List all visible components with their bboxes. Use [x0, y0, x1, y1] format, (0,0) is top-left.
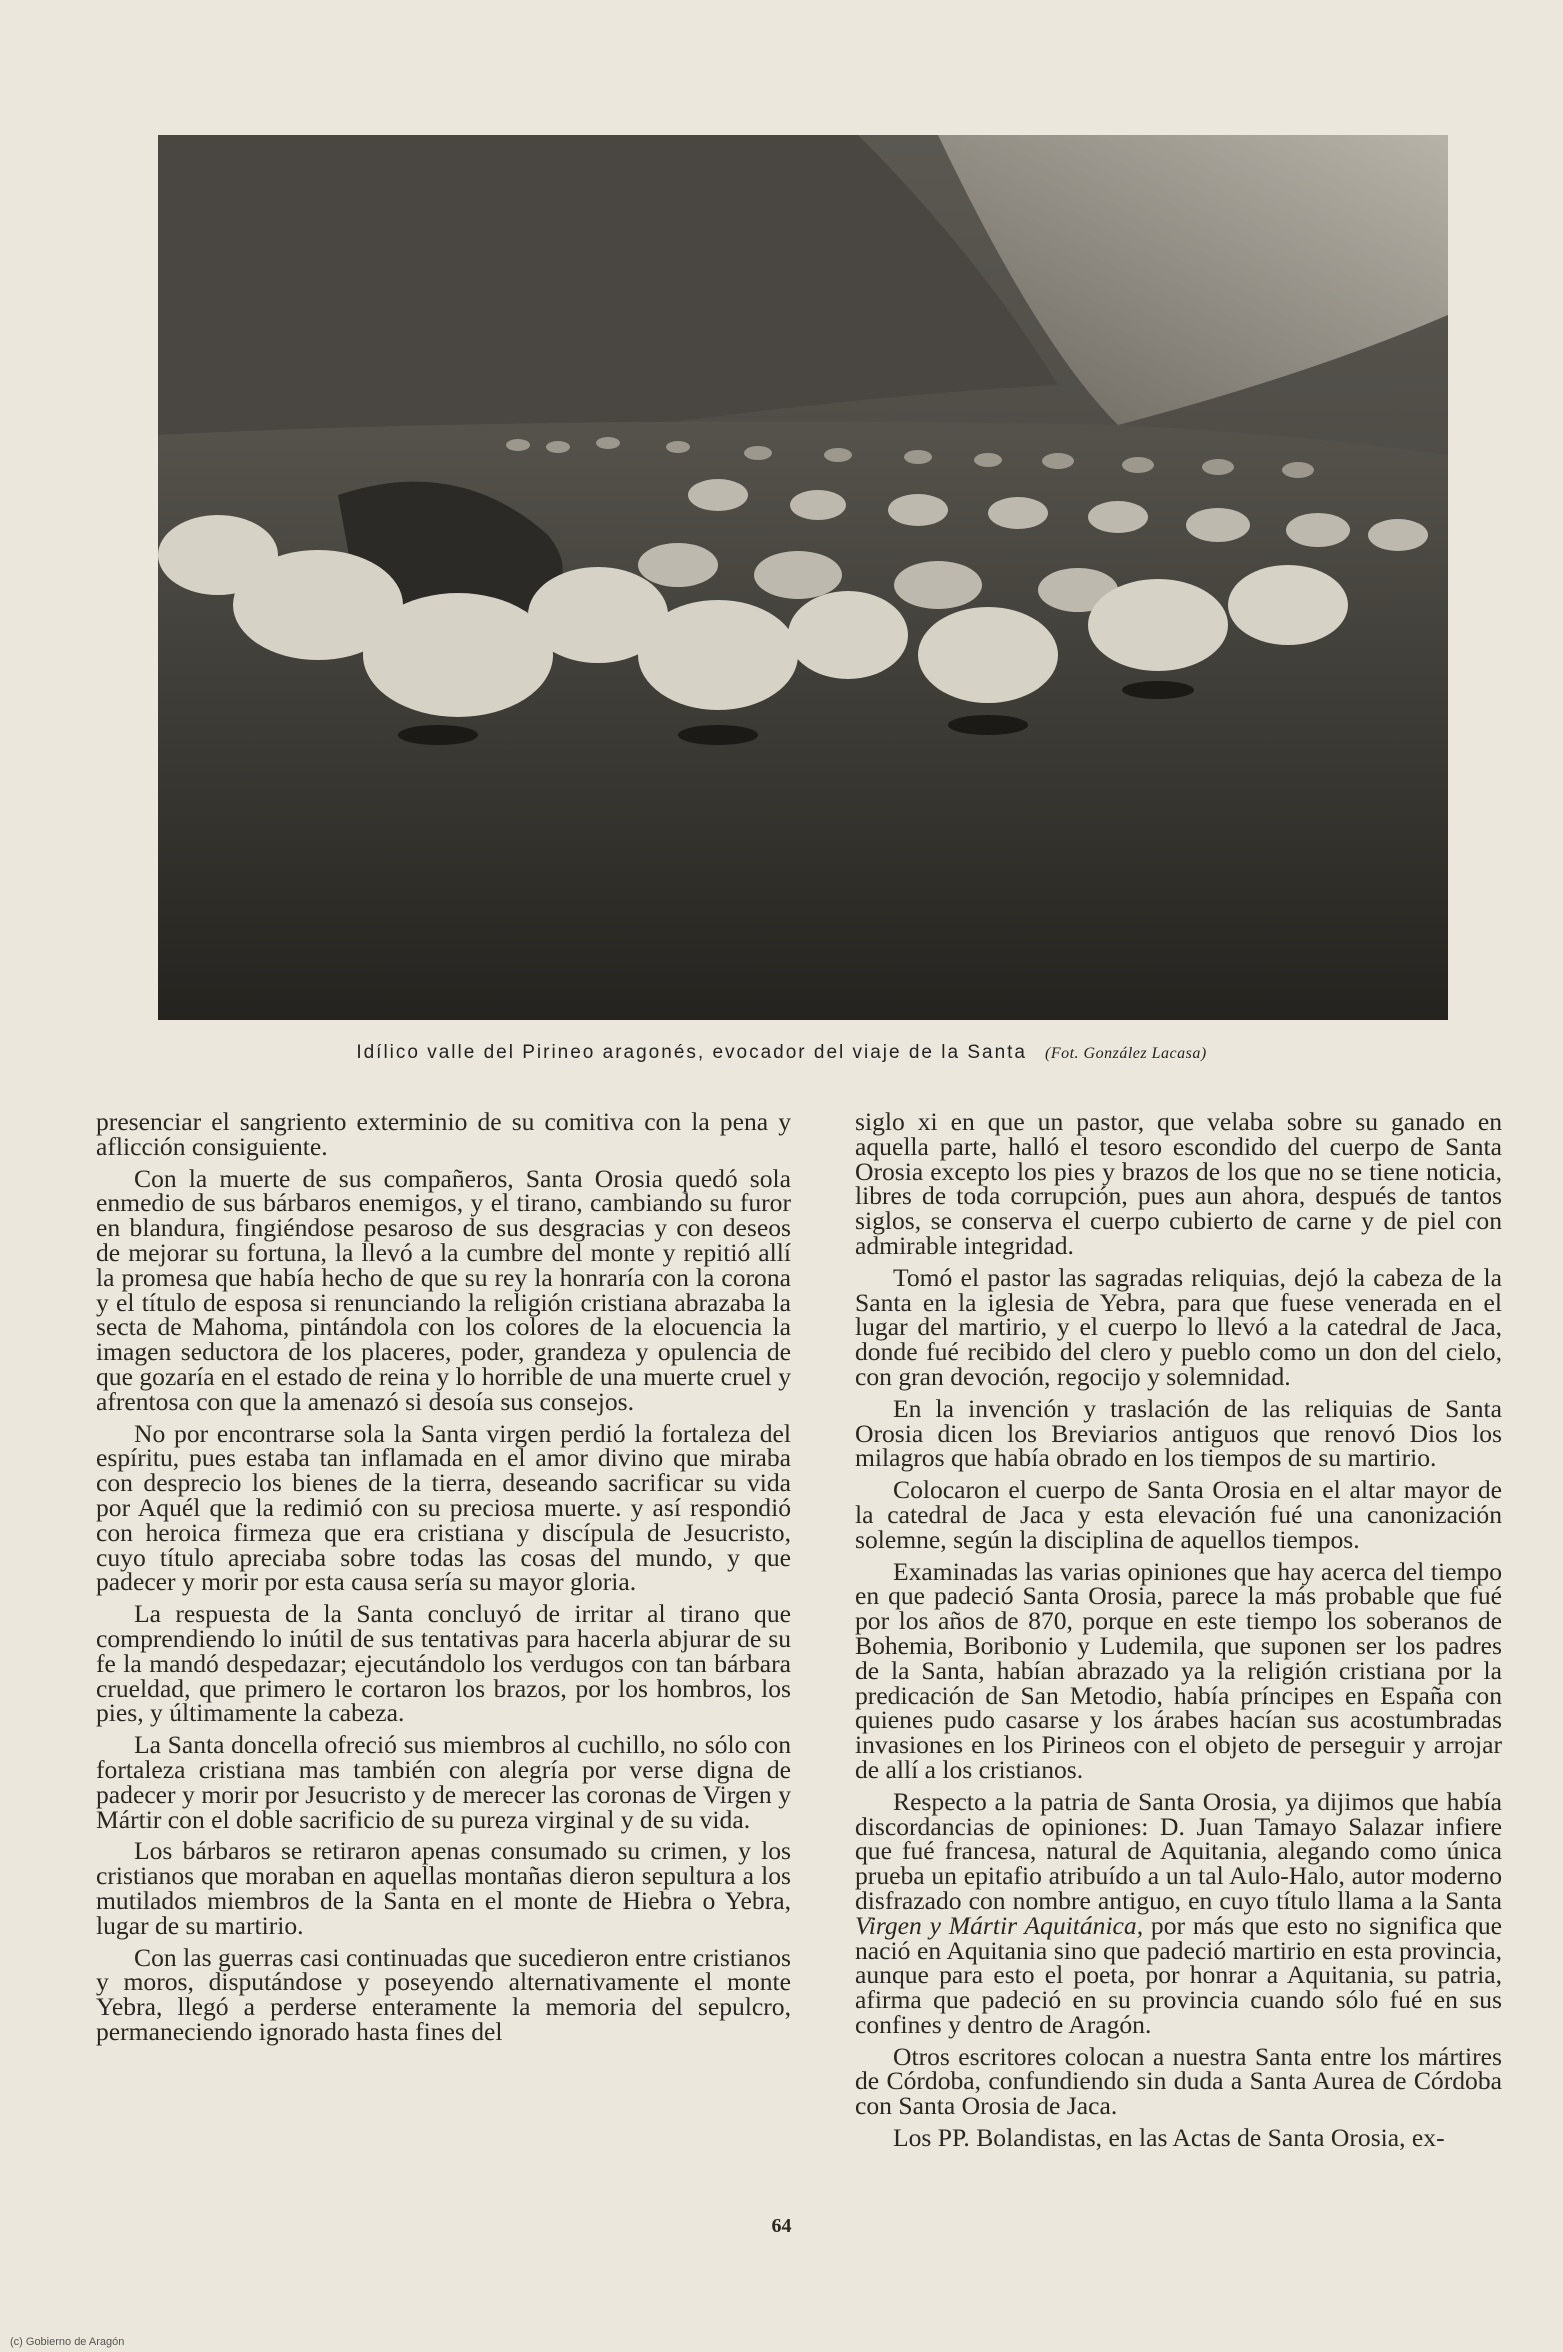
paragraph: Los PP. Bolandistas, en las Actas de Santa Orosia, ex- — [893, 2123, 1445, 2153]
right-column — [855, 1107, 1502, 2158]
paragraph: Examinadas las varias opiniones que hay acerca del tiempo en que padeció Santa Orosia, parece la más probable que fué por los años de 870, porque en este tiempo los soberanos de Bohemia, Boribonio y Ludemila, que suponen ser los padres de la Santa, habían abrazado ya la religión cristiana por la predicación de San Metodio, había príncipes en España con quienes pudo casarse y los árabes hacían sus acostumbradas invasiones en los Pirineos con el objeto de perseguir y arrojar de allí a los cristianos. — [855, 1556, 1502, 1784]
photo-illustration — [158, 135, 1448, 1020]
photo-caption — [0, 1042, 1563, 1064]
left-column — [96, 1107, 791, 2052]
caption-credit: (Fot. González Lacasa) — [1045, 1045, 1207, 1062]
paragraph-text: Respecto a la patria de Santa Orosia, ya dijimos que había discordancias de opiniones: D. Juan Tamayo Salazar infiere que fué francesa, natural de Aquitania, alegando como única prueba un epitafio atribuído a un tal Aulo-Halo, autor moderno disfrazado con nombre antiguo, en cuyo título llama a la Santa — [855, 1786, 1502, 1915]
italic-title: Virgen y Mártir Aquitánica, — [855, 1910, 1144, 1940]
paragraph-text: por más que esto no significa que nació en Aquitania sino que padeció martirio en esta provincia, aunque para esto el poeta, por honrar a Aquitania, su patria, afirma que padeció en su provincia cuando sólo fué en sus confines y dentro de Aragón. — [855, 1910, 1502, 2039]
paragraph: Otros escritores colocan a nuestra Santa entre los mártires de Córdoba, confundiendo sin duda a Santa Aurea de Córdoba con Santa Orosia de Jaca. — [855, 2041, 1502, 2121]
paragraph: No por encontrarse sola la Santa virgen perdió la fortaleza del espíritu, pues estaba tan inflamada en el amor divino que miraba con desprecio los bienes de la tierra, deseando sacrificar su vida por Aquél que la redimió con su preciosa muerte. y así respondió con heroica firmeza que era cristiana y discípula de Jesucristo, cuyo título apreciaba sobre todas las cosas del mundo, y que padecer y morir por esta causa sería su mayor gloria. — [96, 1418, 791, 1597]
paragraph — [855, 1786, 1502, 2039]
paragraph: La respuesta de la Santa concluyó de irritar al tirano que comprendiendo lo inútil de sus tentativas para hacerla abjurar de su fe la mandó despedazar; ejecutándolo los verdugos con tan bárbara crueldad, que primero le cortaron los brazos, por los hombros, los pies, y últimamente la cabeza. — [96, 1599, 791, 1728]
paragraph: presenciar el sangriento exterminio de su comitiva con la pena y aflicción consiguiente. — [96, 1107, 791, 1161]
paragraph: La Santa doncella ofreció sus miembros al cuchillo, no sólo con fortaleza cristiana mas también con alegría por verse digna de padecer y morir por Jesucristo y de merecer las coronas de Virgen y Mártir con el doble sacrificio de su pureza virginal y de su vida. — [96, 1730, 791, 1834]
caption-text: Idílico valle del Pirineo aragonés, evocador del viaje de la Santa — [356, 1042, 1027, 1063]
paragraph: Colocaron el cuerpo de Santa Orosia en el altar mayor de la catedral de Jaca y esta elevación fué una canonización solemne, según la disciplina de aquellos tiempos. — [855, 1475, 1502, 1554]
paragraph: Con las guerras casi continuadas que sucedieron entre cristianos y moros, disputándose y poseyendo alternativamente el monte Yebra, llegó a perderse enteramente la memoria del sepulcro, permaneciendo ignorado hasta fines del — [96, 1942, 791, 2046]
paragraph: Con la muerte de sus compañeros, Santa Orosia quedó sola enmedio de sus bárbaros enemigos, y el tirano, cambiando su furor en blandura, fingiéndose pesaroso de sus desgracias y con deseos de mejorar su fortuna, la llevó a la cumbre del monte y repitió allí la promesa que había hecho de que su rey la honraría con la corona y el título de esposa si renunciando la religión cristiana abrazaba la secta de Mahoma, pintándola con los colores de la elocuencia la imagen seductora de los placeres, poder, grandeza y opulencia de que gozaría en el estado de reina y lo horrible de una muerte cruel y afrentosa con que la amenazó si desoía sus consejos. — [96, 1163, 791, 1416]
paragraph: Los bárbaros se retiraron apenas consumado su crimen, y los cristianos que moraban en aquellas montañas dieron sepultura a los mutilados miembros de la Santa en el monte de Hiebra o Yebra, lugar de su martirio. — [96, 1836, 791, 1940]
page-number: 64 — [771, 2215, 792, 2237]
sheep-valley-photo — [158, 135, 1448, 1020]
paragraph: En la invención y traslación de las reliquias de Santa Orosia dicen los Breviarios antiguos que renovó Dios los milagros que había obrado en los tiempos de su martirio. — [855, 1393, 1502, 1473]
copyright-footer: (c) Gobierno de Aragón — [10, 2336, 125, 2348]
paragraph: siglo xi en que un pastor, que velaba sobre su ganado en aquella parte, halló el tesoro escondido del cuerpo de Santa Orosia excepto los pies y brazos de los que no se tiene noticia, libres de toda corrupción, pues aun ahora, después de tantos siglos, se conserva el cuerpo cubierto de carne y de piel con admirable integridad. — [855, 1107, 1502, 1260]
paragraph: Tomó el pastor las sagradas reliquias, dejó la cabeza de la Santa en la iglesia de Yebra, para que fuese venerada en el lugar del martirio, y el cuerpo lo llevó a la catedral de Jaca, donde fué recibido del clero y pueblo como un don del cielo, con gran devoción, regocijo y solemnidad. — [855, 1262, 1502, 1391]
